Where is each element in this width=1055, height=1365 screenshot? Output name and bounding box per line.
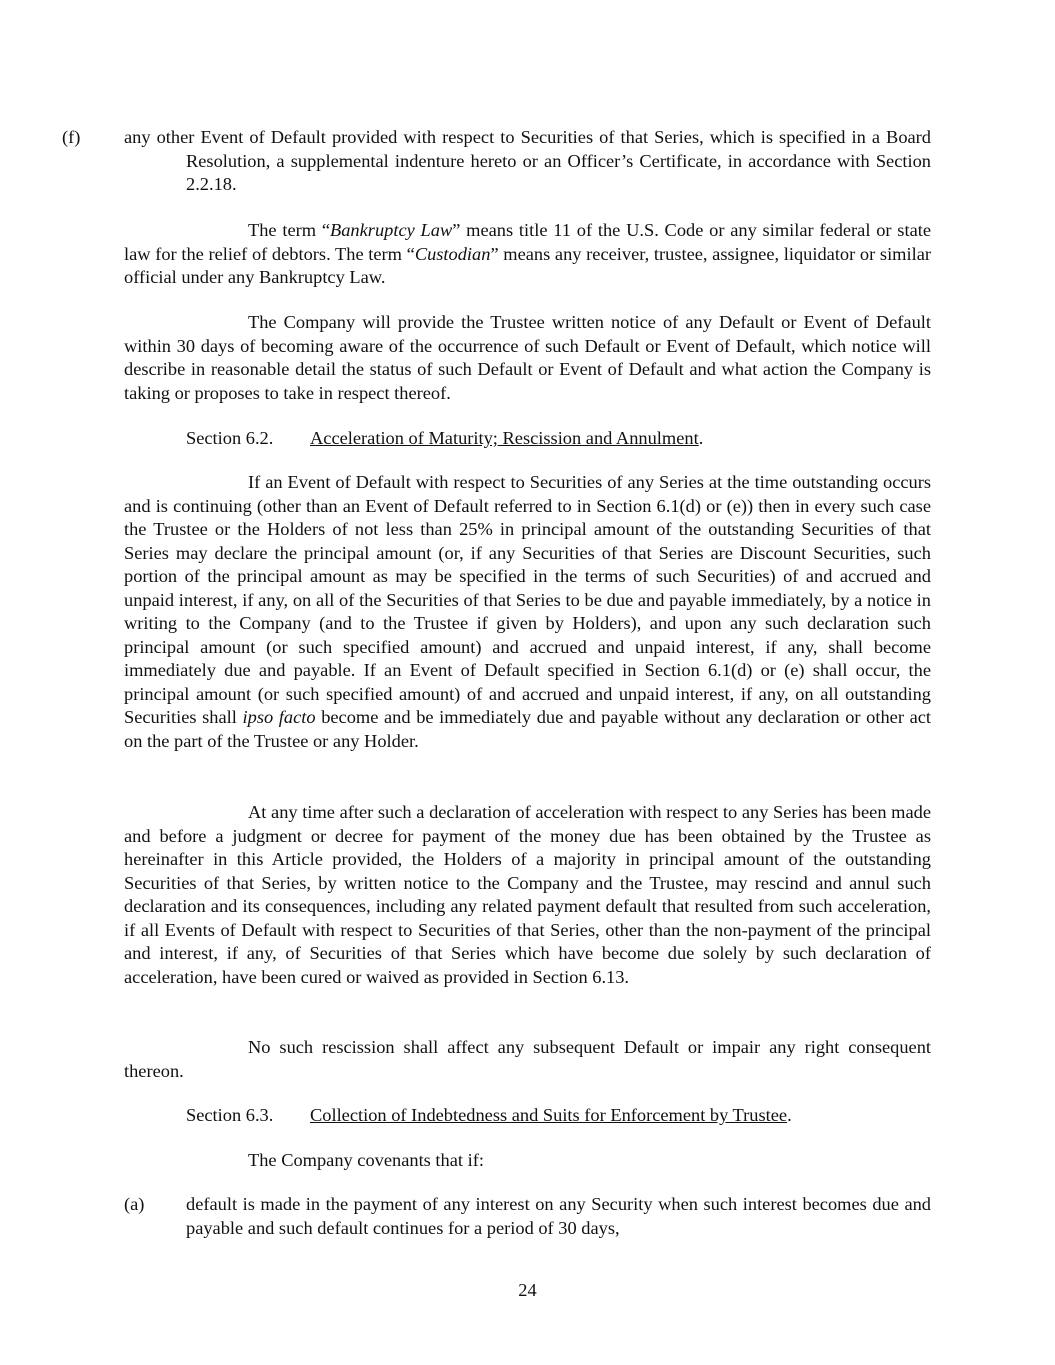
term-custodian: Custodian [414, 243, 491, 264]
definitions-paragraph [124, 219, 931, 290]
clause-f [62, 126, 931, 197]
no-rescission-paragraph: No such rescission shall affect any subsequent Default or impair any right consequent thereon. [124, 1037, 931, 1081]
acceleration-paragraph [124, 471, 931, 753]
definitions-text-3: ” means any receiver, trustee, assignee, liquidator or similar official under any Bankruptcy Law. [124, 243, 931, 287]
section-6-3-title: Collection of Indebtedness and Suits for Enforcement by Trustee [310, 1105, 788, 1125]
acceleration-text-2: become and be immediately due and payable without any declaration or other act on the part of the Trustee or any Holder. [124, 707, 932, 751]
clause-f-text: any other Event of Default provided with respect to Securities of that Series, which is specified in a Board Resolution, a supplemental indenture hereto or an Officer’s Certificate, in accordance with Section 2.2.18. [124, 127, 931, 194]
clause-a-text: default is made in the payment of any interest on any Security when such interest becomes due and payable and such default continues for a period of 30 days, [186, 1194, 931, 1238]
section-6-2-title: Acceleration of Maturity; Rescission and Annulment [310, 428, 699, 448]
section-6-3-period: . [787, 1105, 792, 1125]
notice-paragraph: The Company will provide the Trustee written notice of any Default or Event of Default within 30 days of becoming aware of the occurrence of such Default or Event of Default, which notice will describe in reasonable detail the status of such Default or Event of Default and what action the Company is taking or proposes to take in respect thereof. [124, 312, 931, 403]
definitions-text-1: The term “ [248, 220, 330, 240]
ipso-facto: ipso facto [242, 707, 316, 727]
section-6-3-heading [186, 1104, 792, 1128]
term-bankruptcy-law: Bankruptcy Law [330, 220, 453, 240]
clause-a [124, 1193, 931, 1240]
section-6-2-period: . [698, 428, 704, 448]
page-number: 24 [518, 1280, 537, 1300]
clause-f-marker: (f) [62, 127, 81, 147]
definitions-text-2: ” means title 11 of the U.S. Code or any similar federal or state law for the relief of debtors. The term “ [124, 220, 932, 264]
section-6-2-number: Section 6.2. [186, 428, 274, 448]
section-6-2-heading [186, 427, 703, 451]
acceleration-text-1: If an Event of Default with respect to Securities of any Series at the time outstanding occurs and is continuing (other than an Event of Default referred to in Section 6.1(d) or (e)) then in every such case the Trustee or the Holders of not less than 25% in principal amount of the outstanding Securities of that Series may declare the principal amount (or, if any Securities of that Series are Discount Securities, such portion of the principal amount as may be specified in the terms of such Securities) of and accrued and unpaid interest, if any, on all of the Securities of that Series to be due and payable immediately, by a notice in writing to the Company (and to the Trustee if given by Holders), and upon any such declaration such principal amount (or such specified amount) and accrued and unpaid interest, if any, shall become immediately due and payable. If an Event of Default specified in Section 6.1(d) or (e) shall occur, the principal amount (or such specified amount) of and accrued and unpaid interest, if any, on all outstanding Securities shall [124, 472, 931, 727]
clause-a-marker: (a) [124, 1194, 145, 1214]
rescission-paragraph: At any time after such a declaration of acceleration with respect to any Series has been made and before a judgment or decree for payment of the money due has been obtained by the Trustee as hereinafter in this Article provided, the Holders of a majority in principal amount of the outstanding Securities of that Series, by written notice to the Company and the Trustee, may rescind and annul such declaration and its consequences, including any related payment default that resulted from such acceleration, if all Events of Default with respect to Securities of that Series, other than the non-payment of the principal and interest, if any, of Securities of that Series which have become due solely by such declaration of acceleration, have been cured or waived as provided in Section 6.13. [124, 802, 931, 987]
section-6-3-number: Section 6.3. [186, 1105, 274, 1125]
covenants-paragraph: The Company covenants that if: [248, 1150, 484, 1170]
